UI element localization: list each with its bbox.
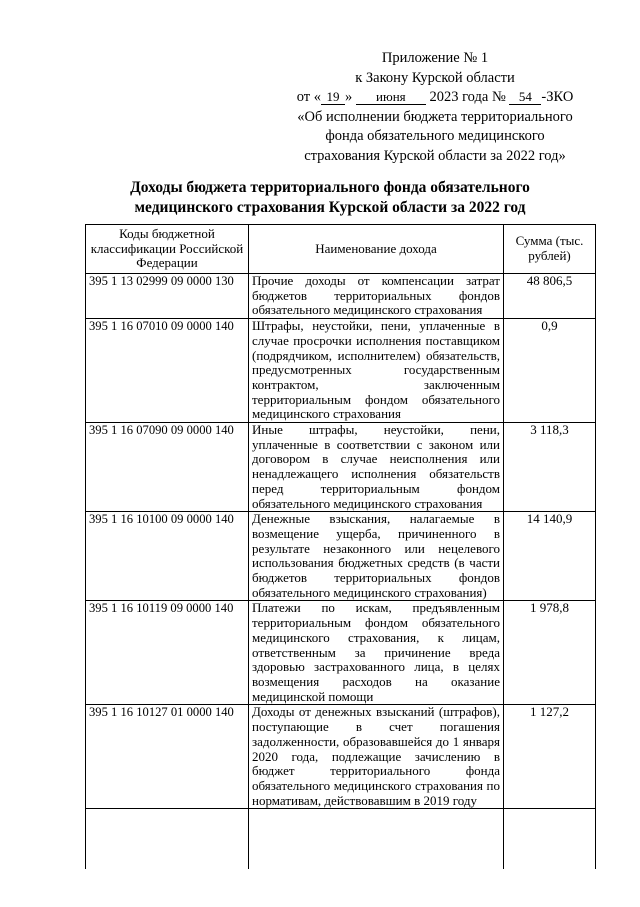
row-code: 395 1 16 10127 01 0000 140 (86, 705, 249, 809)
appendix-law-title-3: страхования Курской области за 2022 год» (304, 147, 566, 164)
date-year: 2023 года № (429, 89, 506, 105)
date-month: июня (356, 90, 426, 105)
header-amount: Сумма (тыс. рублей) (504, 225, 596, 274)
row-name: Штрафы, неустойки, пени, уплаченные в случае просрочки исполнения поставщиком (подрядчиком, исполнителем) обязательств, предусмотренных государственным контрактом, заключенным территориальным фондом обязательного медицинского страхования (249, 319, 504, 423)
row-name: Прочие доходы от компенсации затрат бюджетов территориальных фондов обязательного медицинского страхования (249, 274, 504, 319)
table-row (86, 601, 596, 705)
row-name: Иные штрафы, неустойки, пени, уплаченные в соответствии с законом или договором в случае неисполнения или ненадлежащего исполнения обязательств перед территориальным фондом обязательного медицинского страхования (249, 423, 504, 512)
appendix-number: Приложение № 1 (381, 50, 489, 66)
title-line-1: Доходы бюджета территориального фонда обязательного (130, 179, 530, 196)
row-name: Доходы от денежных взысканий (штрафов), поступающие в счет погашения задолженности, образовавшейся до 1 января 2020 года, подлежащие зачислению в бюджет территориального фонда обязательного медицинского страхования по нормативам, действовавшим в 2019 году (249, 705, 504, 809)
row-code: 395 1 13 02999 09 0000 130 (86, 274, 249, 319)
table-row (86, 705, 596, 809)
row-amount: 14 140,9 (504, 512, 596, 601)
table-row (86, 512, 596, 601)
date-prefix: от « (296, 89, 321, 105)
appendix-law-reference: к Закону Курской области (355, 69, 515, 86)
header-budget-code: Коды бюджетной классификации Российской Федерации (86, 225, 249, 274)
row-code: 395 1 16 10100 09 0000 140 (86, 512, 249, 601)
date-day: 19 (321, 90, 345, 105)
continuation-cell (504, 809, 596, 870)
row-amount: 48 806,5 (504, 274, 596, 319)
row-code: 395 1 16 10119 09 0000 140 (86, 601, 249, 705)
row-name: Платежи по искам, предъявленным территориальным фондом обязательного медицинского страхования, к лицам, ответственным за причинение вреда здоровью застрахованного лица, в целях возмещения расходов на оказание медицинской помощи (249, 601, 504, 705)
revenue-table (85, 224, 596, 869)
table-continuation (86, 809, 596, 870)
date-mid: » (344, 89, 353, 105)
law-number-suffix: -ЗКО (541, 89, 574, 105)
row-name: Денежные взыскания, налагаемые в возмещение ущерба, причиненного в результате незаконного или нецелевого использования бюджетных средств (в части бюджетов территориальных фондов обязательного медицинского страхования) (249, 512, 504, 601)
row-amount: 1 127,2 (504, 705, 596, 809)
table-row (86, 319, 596, 423)
table-header-row (86, 225, 596, 274)
appendix-date-line (270, 88, 600, 108)
row-code: 395 1 16 07090 09 0000 140 (86, 423, 249, 512)
row-code: 395 1 16 07010 09 0000 140 (86, 319, 249, 423)
law-number: 54 (509, 90, 541, 105)
header-revenue-name: Наименование дохода (249, 225, 504, 274)
appendix-law-title-1: «Об исполнении бюджета территориального (297, 108, 573, 125)
continuation-cell (249, 809, 504, 870)
appendix-law-title-2: фонда обязательного медицинского (325, 128, 545, 144)
table-row (86, 274, 596, 319)
row-amount: 3 118,3 (504, 423, 596, 512)
table-row (86, 423, 596, 512)
title-line-2: медицинского страхования Курской области за 2022 год (134, 199, 526, 216)
row-amount: 1 978,8 (504, 601, 596, 705)
page-title (60, 178, 600, 218)
appendix-header (270, 49, 600, 166)
row-amount: 0,9 (504, 319, 596, 423)
continuation-cell (86, 809, 249, 870)
